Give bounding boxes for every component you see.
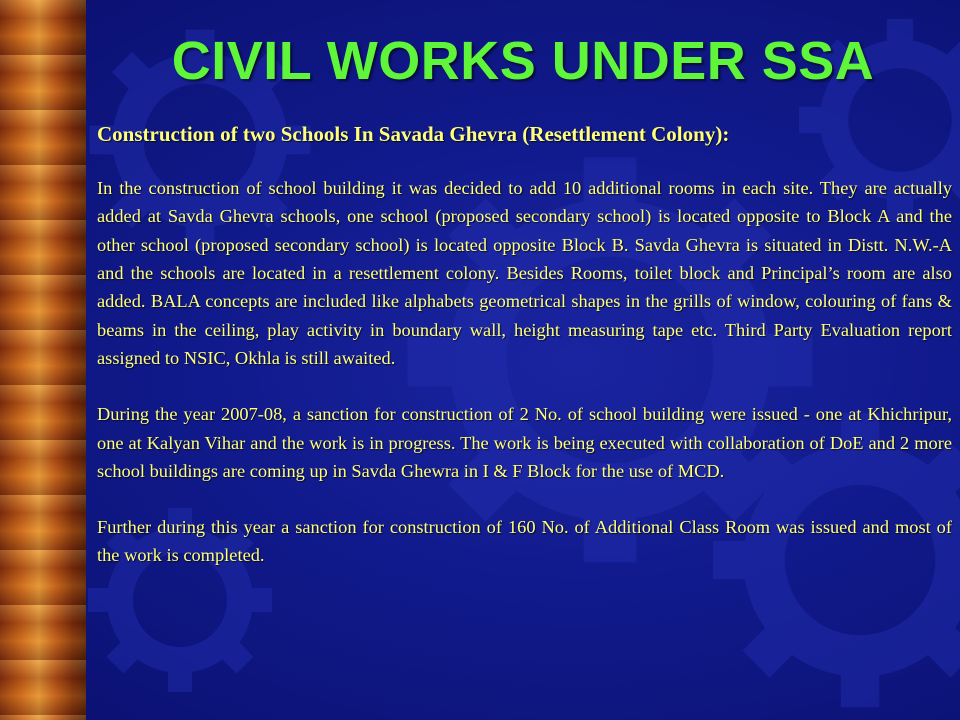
left-decorative-strip bbox=[0, 0, 86, 720]
paragraph-1: In the construction of school building it was decided to add 10 additional rooms in each site. They are actually added at Savda Ghevra schools, one school (proposed secondary school) is located opposite to Block A and the other school (proposed secondary school) is located opposite Block B. Savda Ghevra is situated in Distt. N.W.-A and the schools are located in a resettlement colony. Besides Rooms, toilet block and Principal’s room are also added. BALA concepts are included like alphabets geometrical shapes in the grills of window, colouring of fans & beams in the ceiling, play activity in boundary wall, height measuring tape etc. Third Party Evaluation report assigned to NSIC, Okhla is still awaited. bbox=[97, 178, 952, 368]
slide-title: CIVIL WORKS UNDER SSA bbox=[171, 31, 875, 91]
paragraph-2: During the year 2007-08, a sanction for construction of 2 No. of school building were issued - one at Khichripur, one at Kalyan Vihar and the work is in progress. The work is being executed with collaboration of DoE and 2 more school buildings are coming up in Savda Ghewra in I & F Block for the use of MCD. bbox=[97, 404, 952, 481]
slide-content bbox=[97, 122, 952, 598]
paragraph-3: Further during this year a sanction for construction of 160 No. of Additional Class Room was issued and most of the work is completed. bbox=[97, 517, 952, 566]
slide-subtitle: Construction of two Schools In Savada Ghevra (Resettlement Colony): bbox=[97, 122, 730, 146]
